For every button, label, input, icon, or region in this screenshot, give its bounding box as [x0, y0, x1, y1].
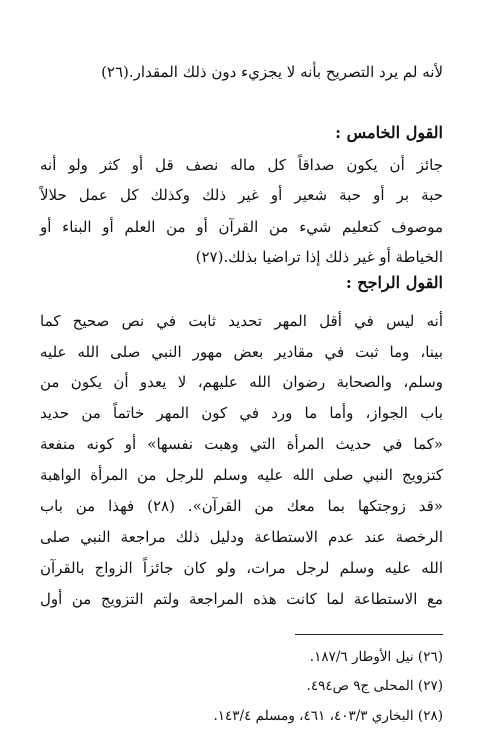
footnote-27: (٢٧) المحلى ج٩ ص٤٩٤.	[306, 678, 443, 694]
paragraph-line: بينا، وما ثبت في مقادير بعض مهور النبي صلى الله عليه	[40, 343, 443, 361]
section-heading-preferred-opinion: القول الراجح :	[345, 273, 443, 292]
paragraph-line: حبة بر أو حبة شعير أو غير ذلك وكذلك كل عمل حلالاً	[40, 186, 443, 204]
paragraph-line: الخياطة أو غير ذلك إذا تراضيا بذلك.(٢٧)	[195, 248, 443, 266]
paragraph-line: باب الجواز، وأما ما ورد في كون المهر خاتماً من حديد	[40, 404, 443, 422]
footnote-separator	[295, 634, 443, 635]
paragraph-line: كتزويج النبي صلى الله عليه وسلم للرجل من المرأة الواهبة	[40, 466, 443, 484]
paragraph-line: أنه ليس في أقل المهر تحديد ثابت في نص صحيح كما	[40, 312, 443, 330]
paragraph-line: موصوف كتعليم شيء من القرآن أو من العلم أو البناء أو	[40, 218, 443, 236]
paragraph-line: «قد زوجتكها بما معك من القرآن». (٢٨) فهذا من باب	[40, 497, 444, 515]
paragraph-line: جائز أن يكون صداقاً كل ماله نصف قل أو كثر ولو أنه	[40, 156, 443, 174]
footnote-26: (٢٦) نيل الأوطار ١٨٧/٦.	[309, 649, 443, 665]
paragraph-line: مع الاستطاعة لما كانت هذه المراجعة ولتم التزويج من أول	[40, 590, 443, 608]
paragraph-line: وسلم، والصحابة رضوان الله عليهم، لا يعدو أن يكون من	[40, 373, 443, 391]
section-heading-fifth-opinion: القول الخامس :	[335, 123, 443, 142]
intro-line: لأنه لم يرد التصريح بأنه لا يجزيء دون ذلك المقدار.(٢٦)	[101, 63, 443, 81]
paragraph-line: الرخصة عند عدم الاستطاعة ودليل ذلك مراجعة النبي صلى	[40, 528, 443, 546]
paragraph-line: الله عليه وسلم لرجل مرات، ولو كان جائزاً الزواج بالقرآن	[40, 559, 443, 577]
footnote-28: (٢٨) البخاري ٤٠٣/٣، ٤٦١، ومسلم ١٤٣/٤.	[213, 708, 443, 724]
paragraph-line: «كما في حديث المرأة التي وهبت نفسها» أو كونه منفعة	[40, 435, 443, 453]
document-page	[40, 0, 443, 746]
